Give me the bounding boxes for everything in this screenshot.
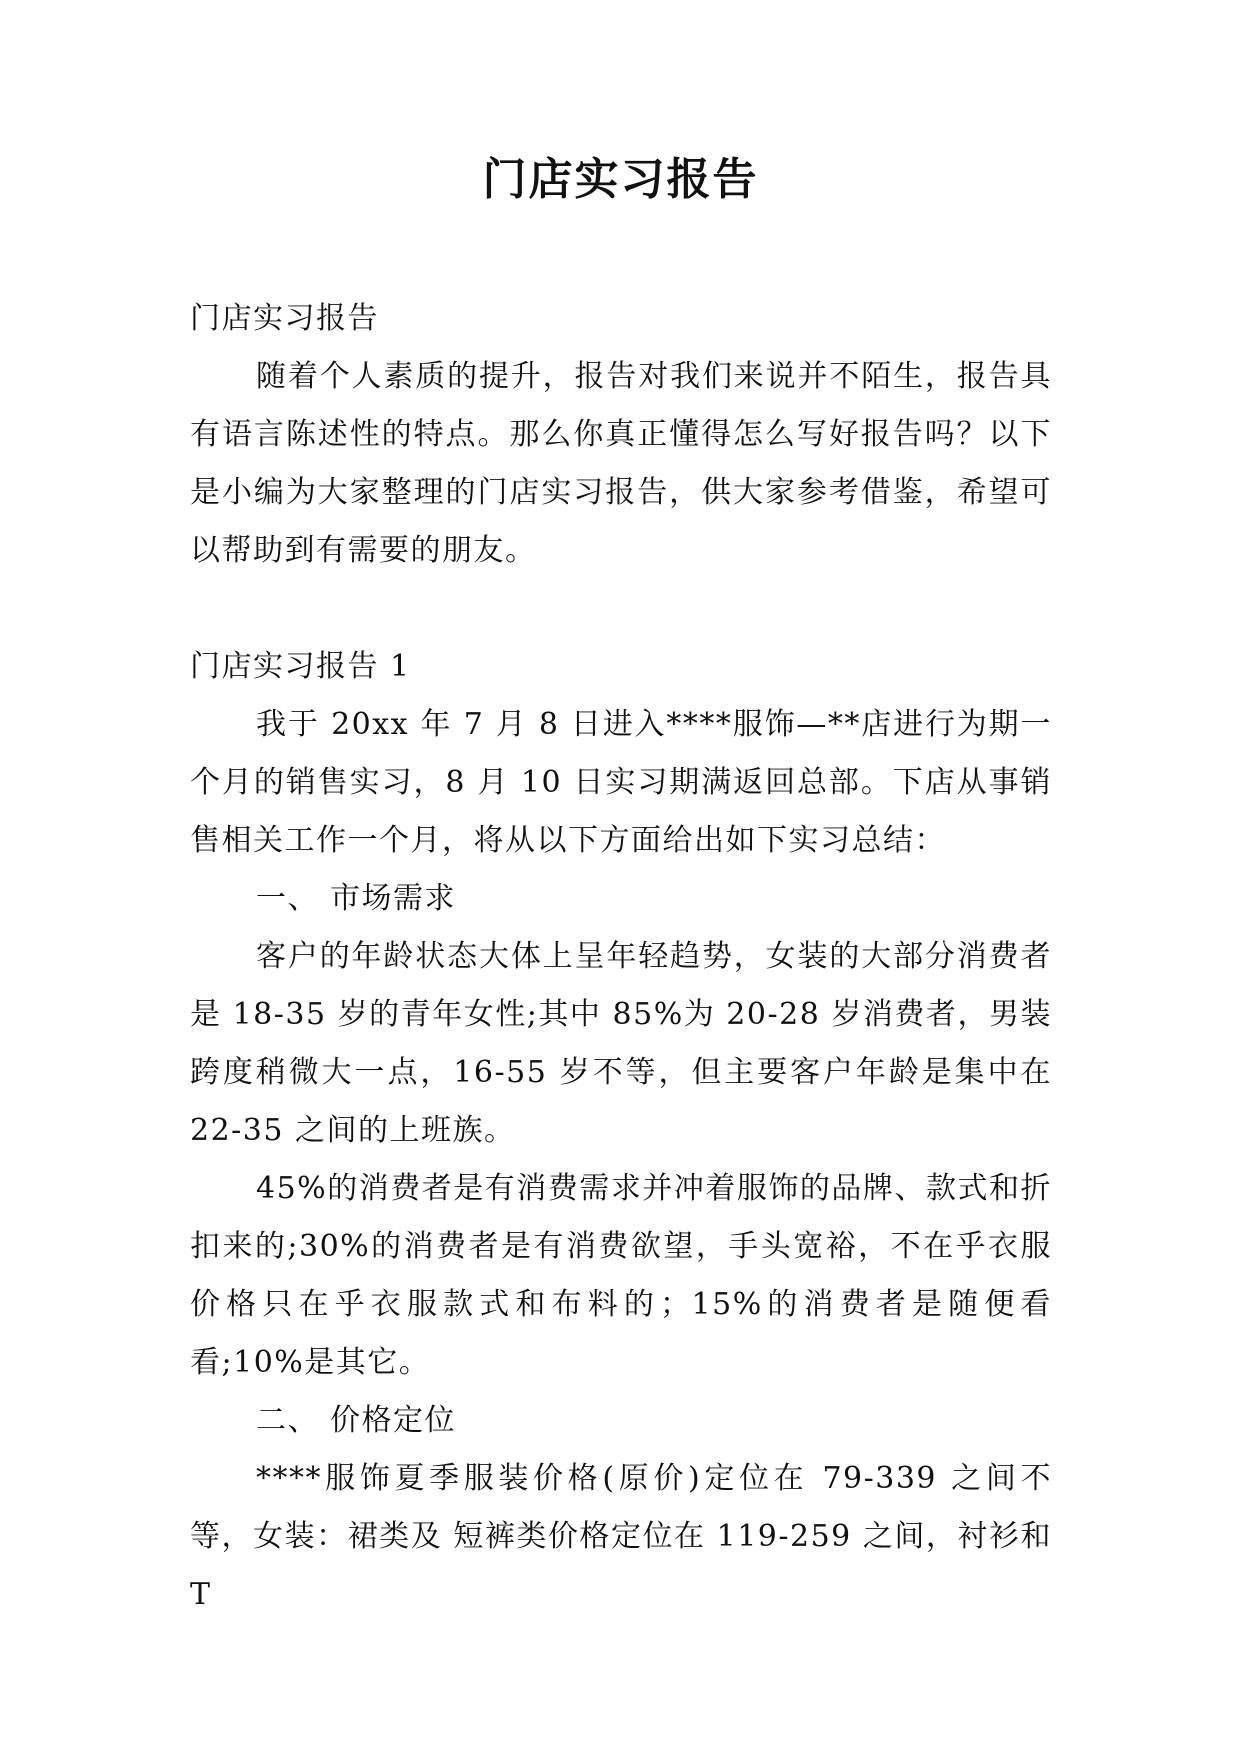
subheading-market-demand: 一、 市场需求: [256, 881, 457, 916]
document-title: 门店实习报告: [482, 154, 759, 205]
section-spacer: [190, 580, 1052, 638]
section-heading: 门店实习报告 1: [190, 649, 411, 684]
body-paragraph: ****服饰夏季服装价格(原价)定位在 79-339 之间不等，女装：裙类及 短裤类价格定位在 119-259 之间，衬衫和 T: [190, 1461, 1052, 1612]
body-paragraph: 45%的消费者是有消费需求并冲着服饰的品牌、款式和折扣来的;30%的消费者是有消费欲望，手头宽裕，不在乎衣服价格只在乎衣服款式和布料的；15%的消费者是随便看看;10%是其它。: [190, 1171, 1052, 1380]
intro-paragraph: 随着个人素质的提升，报告对我们来说并不陌生，报告具有语言陈述性的特点。那么你真正懂得怎么写好报告吗？以下是小编为大家整理的门店实习报告，供大家参考借鉴，希望可以帮助到有需要的朋友。: [190, 359, 1052, 568]
document-body: [190, 290, 1052, 1624]
intro-heading: 门店实习报告: [190, 301, 379, 336]
body-paragraph: 我于 20xx 年 7 月 8 日进入****服饰—**店进行为期一个月的销售实习，8 月 10 日实习期满返回总部。下店从事销售相关工作一个月，将从以下方面给出如下实习总结：: [190, 707, 1052, 858]
body-paragraph: 客户的年龄状态大体上呈年轻趋势，女装的大部分消费者是 18-35 岁的青年女性;其中 85%为 20-28 岁消费者，男装跨度稍微大一点，16-55 岁不等，但主要客户年龄是集中在 22-35 之间的上班族。: [190, 939, 1052, 1148]
subheading-price-positioning: 二、 价格定位: [256, 1403, 457, 1438]
